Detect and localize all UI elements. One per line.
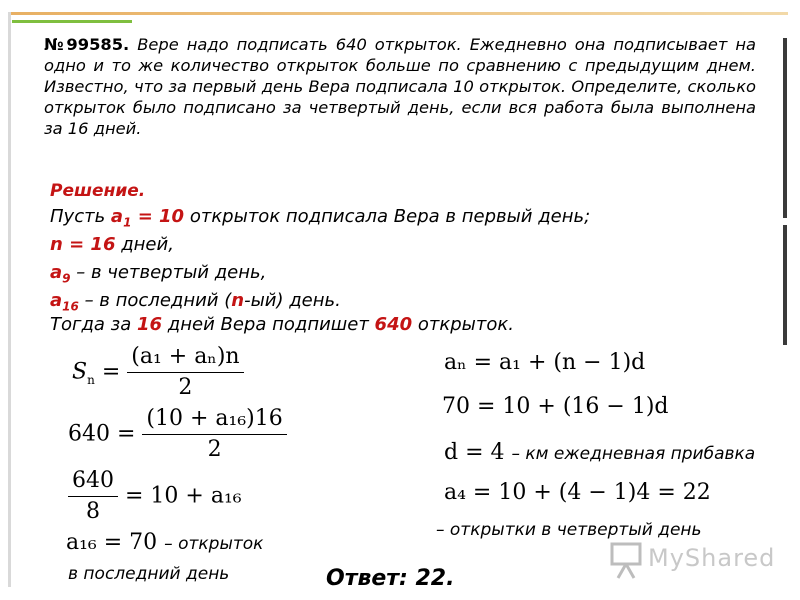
variable: n = 16 bbox=[50, 234, 116, 255]
numerator: (a₁ + aₙ)n bbox=[127, 342, 243, 373]
subscript: n bbox=[87, 372, 95, 387]
subscript: 16 bbox=[62, 299, 79, 314]
solution-heading: Решение. bbox=[50, 181, 146, 201]
value: = 10 bbox=[131, 206, 185, 227]
note: – открыток bbox=[164, 534, 264, 554]
note-last-day: в последний день bbox=[68, 564, 230, 584]
formula-d-equation: 70 = 10 + (16 − 1)d bbox=[442, 394, 669, 419]
denominator: 2 bbox=[178, 375, 193, 400]
value: 640 bbox=[374, 314, 413, 335]
formula-substituted bbox=[68, 404, 287, 465]
value: 16 bbox=[137, 314, 163, 335]
myshared-logo bbox=[608, 540, 784, 580]
right-border-lower bbox=[783, 225, 787, 345]
note-fourth-day: – открытки в четвертый день bbox=[436, 520, 702, 540]
solution-line-2 bbox=[50, 234, 174, 256]
text: открыток. bbox=[412, 314, 514, 335]
equation: d = 4 bbox=[444, 440, 505, 465]
solution-line-5 bbox=[50, 314, 514, 336]
rhs: = 10 + a₁₆ bbox=[125, 483, 242, 509]
formula-nth-term: aₙ = a₁ + (n − 1)d bbox=[444, 350, 646, 375]
formula-d-value bbox=[444, 440, 755, 465]
top-border bbox=[8, 12, 788, 15]
problem-statement bbox=[44, 34, 756, 139]
logo-text: MyShared bbox=[648, 544, 776, 572]
text: -ый) день. bbox=[244, 290, 341, 311]
formula-sum: $S_n$ = $\frac{\text{(a₁ + aₙ)n}}{2}$ bbox=[72, 342, 244, 403]
equation: a₁₆ = 70 bbox=[66, 530, 158, 555]
fraction bbox=[142, 404, 286, 465]
lhs: 640 = bbox=[68, 421, 136, 447]
problem-text: Вере надо подписать 640 открыток. Ежедневно она подписывает на одно и то же количество открыток больше по сравнению с предыдущим днем. Известно, что за первый день Вера подписала 10 открыток. Определите, сколько открыток было подписано за четвертый день, если вся работа была выполнена за 16 дней. bbox=[44, 35, 756, 138]
left-border bbox=[8, 12, 11, 587]
denominator: 8 bbox=[86, 499, 100, 524]
text: Пусть bbox=[50, 206, 111, 227]
text: дней Вера подпишет bbox=[162, 314, 375, 335]
subscript: 9 bbox=[62, 271, 71, 286]
formula-a4: a₄ = 10 + (4 − 1)4 = 22 bbox=[444, 480, 711, 505]
problem-number: №99585. bbox=[44, 35, 130, 54]
variable: a bbox=[50, 290, 63, 311]
text: – в последний ( bbox=[78, 290, 232, 311]
solution-line-1 bbox=[50, 206, 590, 234]
denominator: 2 bbox=[207, 437, 222, 462]
answer: Ответ: 22. bbox=[326, 566, 455, 591]
numerator: (10 + a₁₆)16 bbox=[142, 404, 286, 435]
sum-symbol: S bbox=[72, 359, 88, 385]
right-border bbox=[783, 38, 787, 218]
text: дней, bbox=[115, 234, 174, 255]
variable: a bbox=[50, 262, 63, 283]
variable: a bbox=[110, 206, 124, 227]
accent-line bbox=[12, 20, 132, 23]
numerator: 640 bbox=[68, 466, 118, 497]
text: Тогда за bbox=[50, 314, 137, 335]
formula-simplified bbox=[68, 466, 242, 527]
subscript: 1 bbox=[123, 215, 132, 230]
text: – в четвертый день, bbox=[70, 262, 267, 283]
formula-a16 bbox=[66, 530, 263, 555]
fraction bbox=[68, 466, 118, 527]
note: – км ежедневная прибавка bbox=[511, 444, 756, 464]
presentation-board-icon bbox=[608, 540, 644, 580]
fraction bbox=[127, 342, 243, 403]
solution-line-3 bbox=[50, 262, 266, 290]
variable: n bbox=[231, 290, 245, 311]
text: открыток подписала Вера в первый день; bbox=[184, 206, 591, 227]
